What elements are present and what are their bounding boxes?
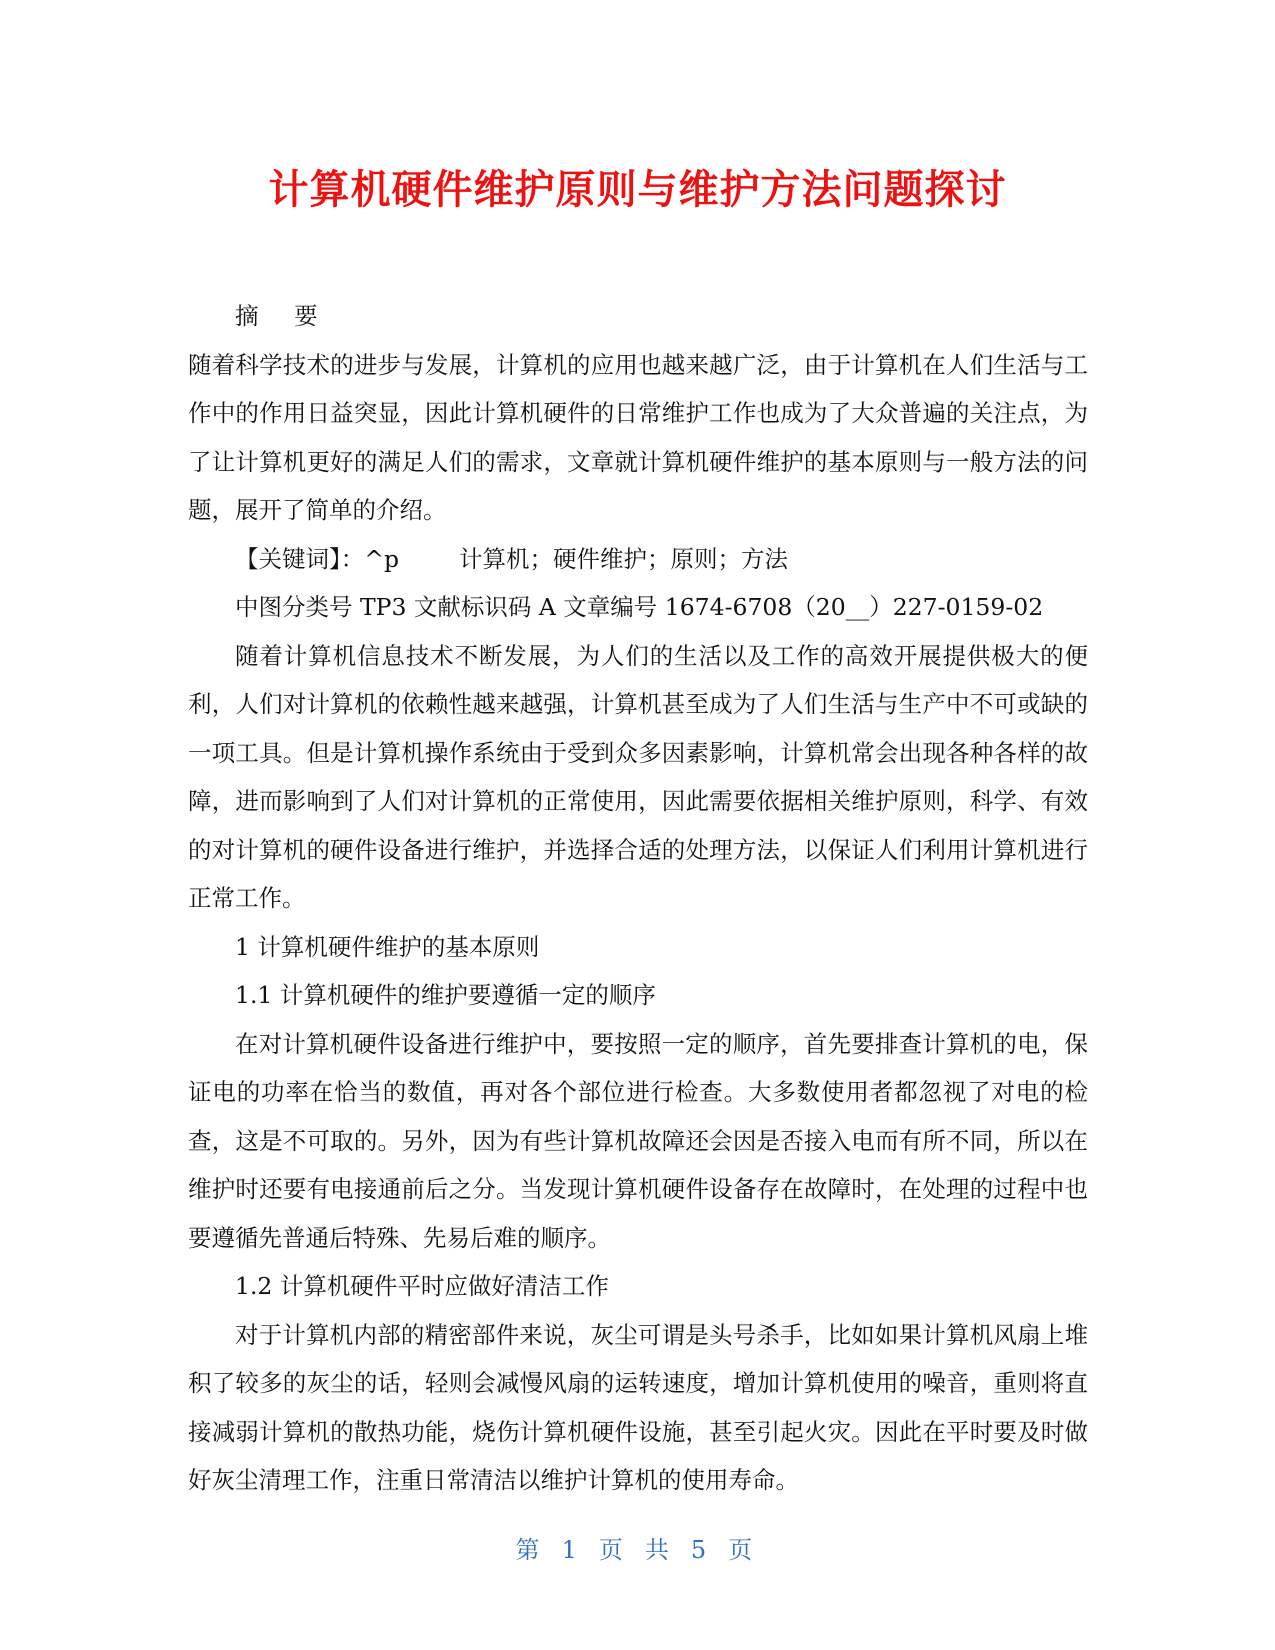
abstract-text: 随着科学技术的进步与发展，计算机的应用也越来越广泛，由于计算机在人们生活与工作中的作用日益突显，因此计算机硬件的日常维护工作也成为了大众普遍的关注点，为了让计算机更好的满足人们的需求，文章就计算机硬件维护的基本原则与一般方法的问题，展开了简单的介绍。 [188,350,1088,524]
keywords-label: 【关键词】：^p [235,544,399,573]
document-title: 计算机硬件维护原则与维护方法问题探讨 [268,167,1007,213]
section-1-2-heading: 1.2 计算机硬件平时应做好清洁工作 [235,1272,609,1300]
section-1-heading: 1 计算机硬件维护的基本原则 [235,932,540,961]
document-body [188,292,1088,1505]
section-1-2-paragraph: 对于计算机内部的精密部件来说，灰尘可谓是头号杀手，比如如果计算机风扇上堆积了较多的灰尘的话，轻则会减慢风扇的运转速度，增加计算机使用的噪音，重则将直接减弱计算机的散热功能，烧伤计算机硬件设施，甚至引起火灾。因此在平时要及时做好灰尘清理工作，注重日常清洁以维护计算机的使用寿命。 [188,1320,1088,1494]
section-1-1-paragraph: 在对计算机硬件设备进行维护中，要按照一定的顺序，首先要排查计算机的电，保证电的功率在恰当的数值，再对各个部位进行检查。大多数使用者都忽视了对电的检查，这是不可取的。另外，因为有些计算机故障还会因是否接入电而有所不同，所以在维护时还要有电接通前后之分。当发现计算机硬件设备存在故障时，在处理的过程中也要遵循先普通后特殊、先易后难的顺序。 [188,1029,1088,1252]
page-footer: 第 1 页 共 5 页 [515,1536,760,1564]
abstract-heading: 摘 要 [235,302,332,330]
classification-line: 中图分类号 TP3 文献标识码 A 文章编号 1674-6708（20__）227-0159-02 [235,593,1044,621]
keywords-line [188,535,1088,584]
keywords-value: 计算机；硬件维护；原则；方法 [458,544,788,573]
intro-paragraph: 随着计算机信息技术不断发展，为人们的生活以及工作的高效开展提供极大的便利，人们对计算机的依赖性越来越强，计算机甚至成为了人们生活与生产中不可或缺的一项工具。但是计算机操作系统由于受到众多因素影响，计算机常会出现各种各样的故障，进而影响到了人们对计算机的正常使用，因此需要依据相关维护原则，科学、有效的对计算机的硬件设备进行维护，并选择合适的处理方法，以保证人们利用计算机进行正常工作。 [188,641,1088,912]
section-1-1-heading: 1.1 计算机硬件的维护要遵循一定的顺序 [235,981,656,1009]
